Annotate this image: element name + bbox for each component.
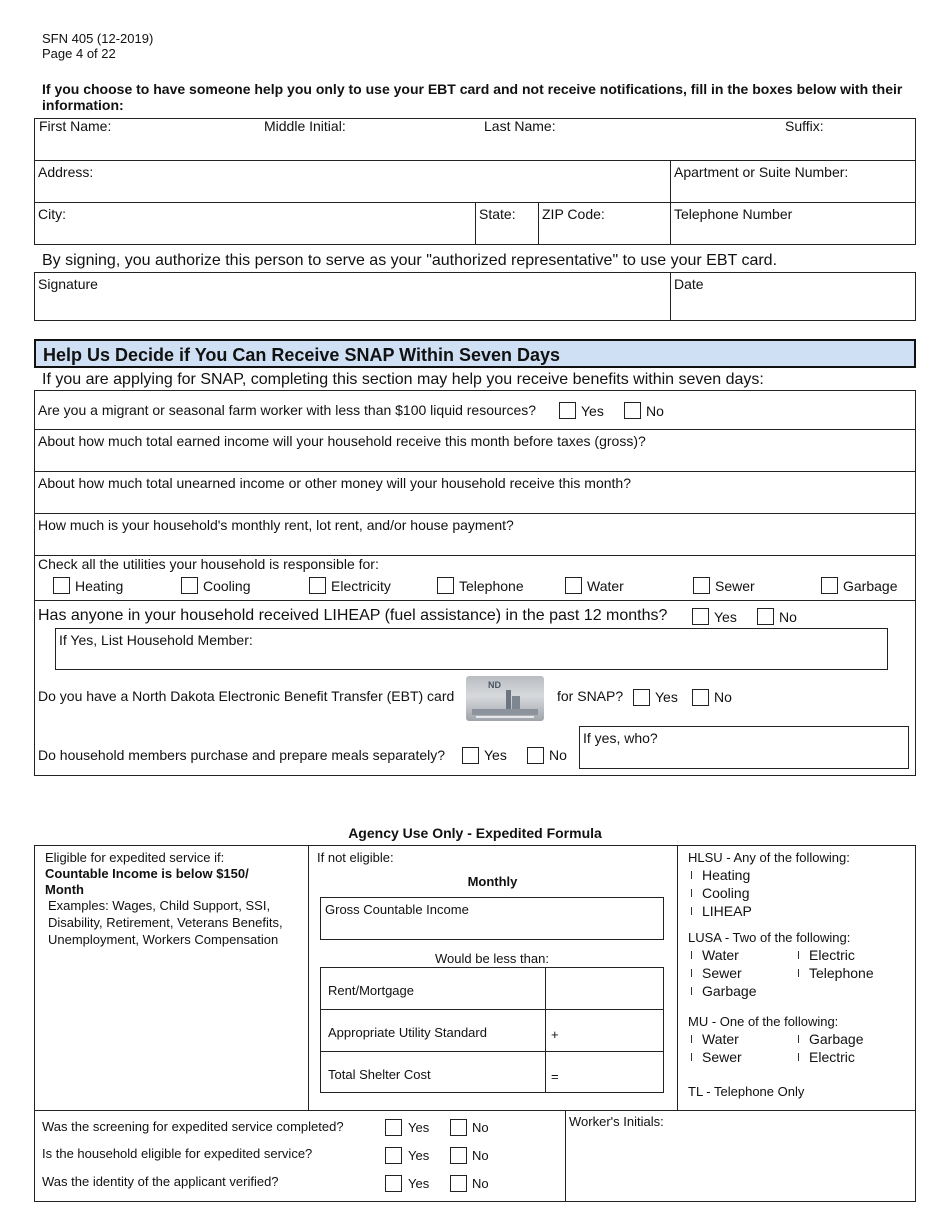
bullet-icon [691,907,692,915]
bullet-icon [798,951,799,959]
address-field[interactable]: Address: [38,164,94,180]
table-divider [320,1009,664,1010]
migrant-yes-checkbox[interactable] [559,402,576,419]
last-name-field[interactable]: Last Name: [484,118,556,134]
first-name-field[interactable]: First Name: [39,118,112,134]
migrant-yes-label: Yes [581,403,604,419]
bullet-icon [798,969,799,977]
hlsu-title: HLSU - Any of the following: [688,850,850,865]
bullet-icon [798,1053,799,1061]
utility-electricity-checkbox[interactable] [309,577,326,594]
snap-section-banner [34,339,916,368]
examples-line1: Examples: Wages, Child Support, SSI, [48,898,271,913]
meals-who-label: If yes, who? [583,730,658,746]
telephone-field[interactable]: Telephone Number [674,206,793,222]
ebt-yes-checkbox[interactable] [633,689,650,706]
meals-yes-checkbox[interactable] [462,747,479,764]
signature-table [34,272,916,321]
mu-item: Water [691,1031,739,1047]
bullet-icon [691,871,692,879]
lusa-item: Garbage [691,983,756,999]
liheap-yes-checkbox[interactable] [692,608,709,625]
table-divider [565,1110,566,1202]
utilities-question: Check all the utilities your household is responsible for: [38,556,379,572]
bullet-icon [691,1035,692,1043]
identity-yes-checkbox[interactable] [385,1175,402,1192]
liheap-member-label: If Yes, List Household Member: [59,632,253,648]
lusa-item: Water [691,947,739,963]
hlsu-item: LIHEAP [691,903,752,919]
city-field[interactable]: City: [38,206,66,222]
identity-no-checkbox[interactable] [450,1175,467,1192]
utility-telephone-checkbox[interactable] [437,577,454,594]
utility-heating-label: Heating [75,578,124,594]
eligible-if-label: Eligible for expedited service if: [45,850,225,865]
table-divider [34,1110,916,1111]
bullet-icon [691,889,692,897]
snap-intro: If you are applying for SNAP, completing this section may help you receive benefits within seven days: [42,371,764,388]
rent-mortgage-label: Rent/Mortgage [328,983,414,998]
table-divider [677,845,678,1110]
lusa-item: Sewer [691,965,742,981]
gross-income-label: Gross Countable Income [325,902,469,917]
migrant-no-label: No [646,403,664,419]
equals-sign: = [551,1069,559,1084]
table-divider [34,160,916,161]
plus-sign: + [551,1027,559,1042]
page-number: Page 4 of 22 [42,46,116,61]
mu-item: Electric [798,1049,855,1065]
utility-sewer-label: Sewer [715,578,755,594]
table-divider [34,471,916,472]
meals-question: Do household members purchase and prepare meals separately? [38,747,446,763]
table-divider [670,160,671,245]
ebt-question: Do you have a North Dakota Electronic Benefit Transfer (EBT) card [38,688,455,704]
rent-field[interactable]: How much is your household's monthly rent, lot rent, and/or house payment? [38,517,514,533]
utility-water-label: Water [587,578,624,594]
table-divider [34,600,916,601]
utility-telephone-label: Telephone [459,578,524,594]
bullet-icon [691,951,692,959]
screening-yes-label: Yes [408,1120,430,1135]
ebt-card-image [466,676,544,721]
screening-yes-checkbox[interactable] [385,1119,402,1136]
hlsu-item: Cooling [691,885,749,901]
total-shelter-label: Total Shelter Cost [328,1067,431,1082]
mu-title: MU - One of the following: [688,1014,839,1029]
table-divider [475,202,476,245]
table-divider [545,967,546,1093]
middle-initial-field[interactable]: Middle Initial: [264,118,346,134]
utility-garbage-label: Garbage [843,578,898,594]
unearned-income-field[interactable]: About how much total unearned income or other money will your household receive this month? [38,475,631,491]
mu-item: Sewer [691,1049,742,1065]
meals-yes-label: Yes [484,747,507,763]
agency-title: Agency Use Only - Expedited Formula [348,825,602,841]
liheap-no-checkbox[interactable] [757,608,774,625]
monthly-label: Monthly [467,874,518,889]
zip-field[interactable]: ZIP Code: [542,206,605,222]
utility-standard-label: Appropriate Utility Standard [328,1025,487,1040]
countable-income-line2: Month [45,882,84,897]
worker-initials-field[interactable]: Worker's Initials: [569,1114,664,1129]
identity-no-label: No [472,1176,489,1191]
eligible-yes-label: Yes [408,1148,430,1163]
mu-item: Garbage [798,1031,863,1047]
screening-no-checkbox[interactable] [450,1119,467,1136]
apartment-field[interactable]: Apartment or Suite Number: [674,164,849,180]
utility-sewer-checkbox[interactable] [693,577,710,594]
less-than-label: Would be less than: [435,951,549,966]
table-divider [538,202,539,245]
ebt-no-checkbox[interactable] [692,689,709,706]
authorization-text: By signing, you authorize this person to serve as your "authorized representative" to use your EBT card. [42,252,778,269]
identity-yes-label: Yes [408,1176,430,1191]
signature-field[interactable]: Signature [38,276,98,292]
date-field[interactable]: Date [674,276,704,292]
lusa-title: LUSA - Two of the following: [688,930,851,945]
migrant-question: Are you a migrant or seasonal farm worker with less than $100 liquid resources? [38,402,537,418]
table-divider [34,429,916,430]
countable-income-line1: Countable Income is below $150/ [45,866,249,881]
ebt-question-suffix: for SNAP? [557,688,624,704]
form-id: SFN 405 (12-2019) [42,31,154,46]
eligible-yes-checkbox[interactable] [385,1147,402,1164]
liheap-yes-label: Yes [714,609,737,625]
examples-line2: Disability, Retirement, Veterans Benefits, [48,915,283,930]
table-divider [670,272,671,321]
identity-question: Was the identity of the applicant verified? [42,1174,279,1189]
earned-income-field[interactable]: About how much total earned income will your household receive this month before taxes (gross)? [38,433,646,449]
tl-label: TL - Telephone Only [688,1084,805,1099]
hlsu-item: Heating [691,867,750,883]
snap-section-title: Help Us Decide if You Can Receive SNAP Within Seven Days [43,345,561,365]
ebt-helper-instructions: If you choose to have someone help you only to use your EBT card and not receive notifications, fill in the boxes below with their information: [42,81,903,113]
state-field[interactable]: State: [479,206,516,222]
bullet-icon [691,969,692,977]
utility-heating-checkbox[interactable] [53,577,70,594]
suffix-field[interactable]: Suffix: [785,118,824,134]
bullet-icon [691,987,692,995]
utility-cooling-checkbox[interactable] [181,577,198,594]
table-divider [320,1051,664,1052]
table-divider [34,513,916,514]
screening-no-label: No [472,1120,489,1135]
ebt-no-label: No [714,689,732,705]
eligible-no-label: No [472,1148,489,1163]
svg-text:ND: ND [488,680,501,690]
lusa-item: Electric [798,947,855,963]
meals-no-label: No [549,747,567,763]
meals-no-checkbox[interactable] [527,747,544,764]
ebt-card-art [466,676,544,721]
liheap-no-label: No [779,609,797,625]
ebt-yes-label: Yes [655,689,678,705]
eligible-question: Is the household eligible for expedited service? [42,1146,313,1161]
examples-line3: Unemployment, Workers Compensation [48,932,279,947]
lusa-item: Telephone [798,965,874,981]
screening-question: Was the screening for expedited service completed? [42,1119,344,1134]
utility-electricity-label: Electricity [331,578,391,594]
bullet-icon [691,1053,692,1061]
if-not-eligible-label: If not eligible: [317,850,394,865]
migrant-no-checkbox[interactable] [624,402,641,419]
eligible-no-checkbox[interactable] [450,1147,467,1164]
bullet-icon [798,1035,799,1043]
liheap-question: Has anyone in your household received LIHEAP (fuel assistance) in the past 12 months? [38,607,668,624]
utility-cooling-label: Cooling [203,578,251,594]
utility-water-checkbox[interactable] [565,577,582,594]
utility-garbage-checkbox[interactable] [821,577,838,594]
